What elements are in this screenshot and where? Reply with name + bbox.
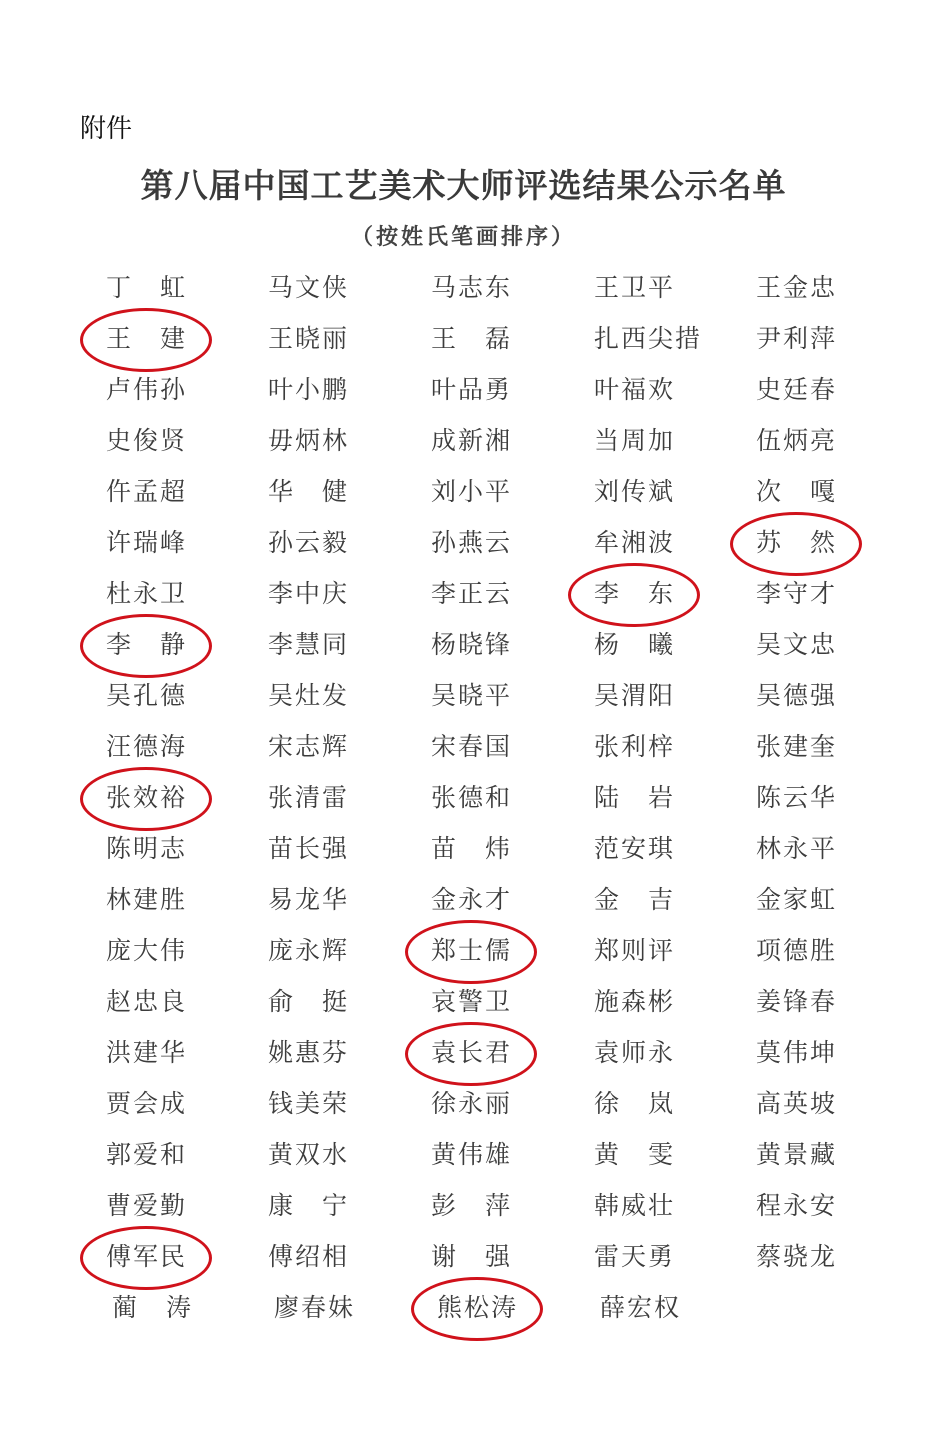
- name-entry: 郑则评: [594, 936, 676, 965]
- highlight-circle: [730, 512, 862, 576]
- name-entry: 陈明志: [106, 834, 188, 863]
- attachment-label: 附件: [80, 114, 133, 144]
- name-entry: 施森彬: [594, 987, 676, 1016]
- highlight-circle: [80, 308, 212, 372]
- name-entry: 尹利萍: [756, 324, 838, 353]
- name-entry: 叶小鹏: [268, 375, 350, 404]
- name-entry: 俞 挺: [268, 987, 350, 1016]
- name-entry: 黄景藏: [756, 1140, 838, 1169]
- name-entry: 程永安: [756, 1191, 838, 1220]
- name-entry: 袁师永: [594, 1038, 676, 1067]
- name-entry: 姚惠芬: [268, 1038, 350, 1067]
- name-entry: 杜永卫: [106, 579, 188, 608]
- name-entry: 吴文忠: [756, 630, 838, 659]
- highlight-circle: [80, 1226, 212, 1290]
- name-entry: 高英坡: [756, 1089, 838, 1118]
- name-entry: 张德和: [431, 783, 513, 812]
- name-entry: 马文侠: [268, 273, 350, 302]
- name-entry: 王 磊: [431, 324, 513, 353]
- name-entry: 林建胜: [106, 885, 188, 914]
- name-entry: 王晓丽: [268, 324, 350, 353]
- name-entry: 黄双水: [268, 1140, 350, 1169]
- name-entry: 李 东: [594, 579, 676, 608]
- name-entry: 张效裕: [106, 783, 188, 812]
- name-entry: 宋春国: [431, 732, 513, 761]
- name-entry: 叶品勇: [431, 375, 513, 404]
- name-entry: 孙燕云: [431, 528, 513, 557]
- highlight-circle: [80, 614, 212, 678]
- name-entry: 张建奎: [756, 732, 838, 761]
- name-entry: 吴渭阳: [594, 681, 676, 710]
- name-entry: 马志东: [431, 273, 513, 302]
- name-entry: 吴灶发: [268, 681, 350, 710]
- name-entry: 丁 虹: [106, 273, 188, 302]
- name-entry: 毋炳林: [268, 426, 350, 455]
- name-entry: 李中庆: [268, 579, 350, 608]
- name-entry: 哀警卫: [431, 987, 513, 1016]
- name-entry: 张利梓: [594, 732, 676, 761]
- name-entry: 苏 然: [756, 528, 838, 557]
- highlight-circle: [411, 1277, 543, 1341]
- name-entry: 袁长君: [431, 1038, 513, 1067]
- name-entry: 康 宁: [268, 1191, 350, 1220]
- name-entry: 牟湘波: [594, 528, 676, 557]
- name-entry: 刘传斌: [594, 477, 676, 506]
- name-entry: 吴德强: [756, 681, 838, 710]
- name-entry: 蔡骁龙: [756, 1242, 838, 1271]
- name-entry: 薛宏权: [600, 1293, 682, 1322]
- name-entry: 李正云: [431, 579, 513, 608]
- name-entry: 宋志辉: [268, 732, 350, 761]
- name-entry: 杨晓锋: [431, 630, 513, 659]
- name-entry: 仵孟超: [106, 477, 188, 506]
- name-entry: 郭爱和: [106, 1140, 188, 1169]
- name-entry: 傅绍相: [268, 1242, 350, 1271]
- name-entry: 李 静: [106, 630, 188, 659]
- name-entry: 彭 萍: [431, 1191, 513, 1220]
- name-entry: 钱美荣: [268, 1089, 350, 1118]
- name-entry: 卢伟孙: [106, 375, 188, 404]
- name-entry: 金家虹: [756, 885, 838, 914]
- name-entry: 傅军民: [106, 1242, 188, 1271]
- name-entry: 伍炳亮: [756, 426, 838, 455]
- highlight-circle: [405, 920, 537, 984]
- name-entry: 汪德海: [106, 732, 188, 761]
- name-entry: 郑士儒: [431, 936, 513, 965]
- name-entry: 许瑞峰: [106, 528, 188, 557]
- name-entry: 吴晓平: [431, 681, 513, 710]
- name-entry: 叶福欢: [594, 375, 676, 404]
- name-entry: 李守才: [756, 579, 838, 608]
- name-entry: 黄 雯: [594, 1140, 676, 1169]
- name-entry: 莫伟坤: [756, 1038, 838, 1067]
- page-title: 第八届中国工艺美术大师评选结果公示名单: [140, 166, 787, 205]
- name-entry: 姜锋春: [756, 987, 838, 1016]
- name-entry: 史俊贤: [106, 426, 188, 455]
- name-entry: 金 吉: [594, 885, 676, 914]
- name-entry: 项德胜: [756, 936, 838, 965]
- name-entry: 次 嘎: [756, 477, 838, 506]
- name-entry: 当周加: [594, 426, 676, 455]
- name-entry: 熊松涛: [437, 1293, 519, 1322]
- name-entry: 庞大伟: [106, 936, 188, 965]
- name-entry: 韩威壮: [594, 1191, 676, 1220]
- name-entry: 庞永辉: [268, 936, 350, 965]
- name-entry: 洪建华: [106, 1038, 188, 1067]
- name-entry: 蔺 涛: [112, 1293, 194, 1322]
- name-entry: 成新湘: [431, 426, 513, 455]
- name-entry: 黄伟雄: [431, 1140, 513, 1169]
- name-entry: 刘小平: [431, 477, 513, 506]
- name-entry: 廖春妹: [274, 1293, 356, 1322]
- name-entry: 曹爱勤: [106, 1191, 188, 1220]
- name-entry: 陈云华: [756, 783, 838, 812]
- name-entry: 林永平: [756, 834, 838, 863]
- highlight-circle: [405, 1022, 537, 1086]
- name-entry: 苗 炜: [431, 834, 513, 863]
- name-entry: 吴孔德: [106, 681, 188, 710]
- name-entry: 徐 岚: [594, 1089, 676, 1118]
- name-entry: 王卫平: [594, 273, 676, 302]
- name-entry: 张清雷: [268, 783, 350, 812]
- name-entry: 范安琪: [594, 834, 676, 863]
- name-entry: 金永才: [431, 885, 513, 914]
- name-entry: 孙云毅: [268, 528, 350, 557]
- name-entry: 陆 岩: [594, 783, 676, 812]
- name-entry: 史廷春: [756, 375, 838, 404]
- highlight-circle: [568, 563, 700, 627]
- name-entry: 徐永丽: [431, 1089, 513, 1118]
- name-entry: 华 健: [268, 477, 350, 506]
- name-entry: 王金忠: [756, 273, 838, 302]
- highlight-circle: [80, 767, 212, 831]
- name-entry: 苗长强: [268, 834, 350, 863]
- name-entry: 易龙华: [268, 885, 350, 914]
- name-entry: 李慧同: [268, 630, 350, 659]
- name-entry: 贾会成: [106, 1089, 188, 1118]
- name-entry: 王 建: [106, 324, 188, 353]
- name-entry: 谢 强: [431, 1242, 513, 1271]
- name-entry: 雷天勇: [594, 1242, 676, 1271]
- page-subtitle: （按姓氏笔画排序）: [350, 224, 576, 250]
- name-entry: 扎西尖措: [594, 324, 703, 353]
- name-entry: 杨 曦: [594, 630, 676, 659]
- name-entry: 赵忠良: [106, 987, 188, 1016]
